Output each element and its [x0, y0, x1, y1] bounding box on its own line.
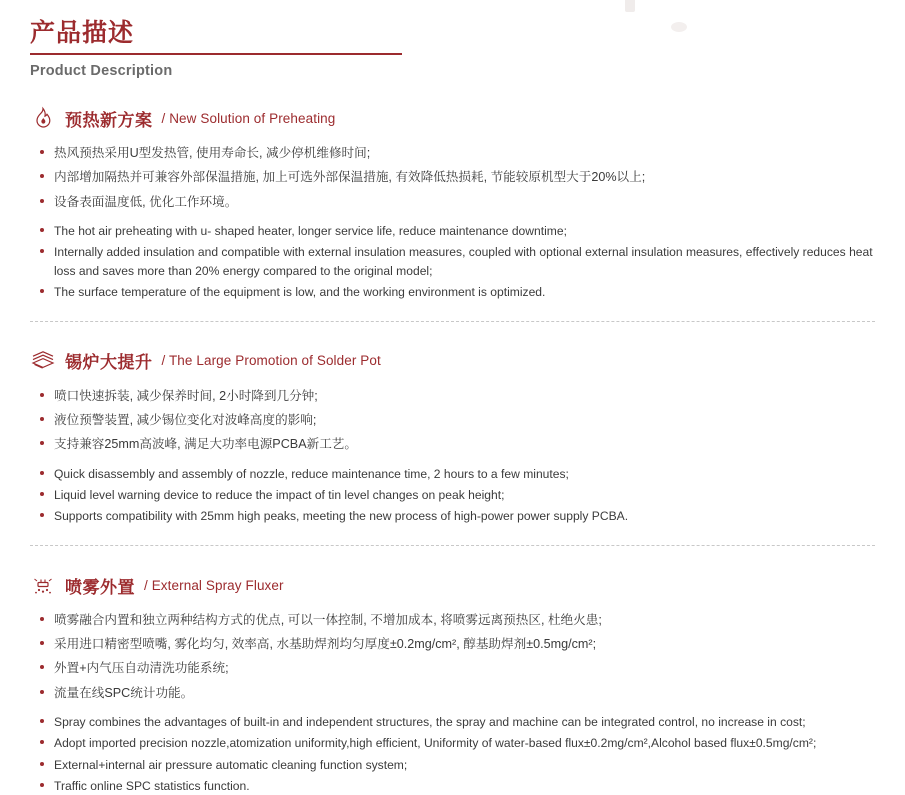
list-item: The hot air preheating with u- shaped heater, longer service life, reduce maintenance downtime;	[40, 222, 877, 240]
section-en-list	[30, 713, 877, 795]
spray-nozzle-icon	[30, 572, 56, 598]
flame-icon	[30, 105, 56, 131]
title-underline	[30, 53, 402, 55]
page-title-cn: 产品描述	[30, 19, 135, 47]
section-en-list	[30, 222, 877, 301]
section-title-en: / The Large Promotion of Solder Pot	[161, 353, 381, 369]
section-cn-list	[30, 610, 877, 704]
list-item: Adopt imported precision nozzle,atomization uniformity,high efficient, Uniformity of water-based flux±0.2mg/cm²,Alcohol based flux±0.5mg/cm²;	[40, 734, 877, 752]
section-cn-list	[30, 143, 877, 213]
list-item: Liquid level warning device to reduce the impact of tin level changes on peak height;	[40, 486, 877, 504]
section-divider-2	[30, 545, 875, 546]
list-item: Quick disassembly and assembly of nozzle, reduce maintenance time, 2 hours to a few minutes;	[40, 465, 877, 483]
list-item: 液位预警装置, 减少锡位变化对波峰高度的影响;	[40, 410, 877, 432]
section-title-en: / External Spray Fluxer	[144, 577, 284, 593]
list-item: 内部增加隔热并可兼容外部保温措施, 加上可选外部保温措施, 有效降低热损耗, 节能较原机型大于20%以上;	[40, 167, 877, 189]
section-title-cn: 喷雾外置	[65, 577, 135, 597]
list-item: 外置+内气压自动清洗功能系统;	[40, 658, 877, 680]
list-item: Supports compatibility with 25mm high peaks, meeting the new process of high-power power supply PCBA.	[40, 507, 877, 525]
list-item: External+internal air pressure automatic cleaning function system;	[40, 756, 877, 774]
page-header	[30, 0, 877, 79]
solder-pot-icon	[30, 348, 56, 374]
section-title-cn: 预热新方案	[65, 110, 153, 130]
list-item: 喷雾融合内置和独立两种结构方式的优点, 可以一体控制, 不增加成本, 将喷雾远离预热区, 杜绝火患;	[40, 610, 877, 632]
section-heading	[30, 572, 877, 598]
list-item: Spray combines the advantages of built-in and independent structures, the spray and machine can be integrated control, no increase in cost;	[40, 713, 877, 731]
section-title-en: / New Solution of Preheating	[161, 110, 336, 126]
list-item: Traffic online SPC statistics function.	[40, 777, 877, 795]
list-item: 支持兼容25mm高波峰, 满足大功率电源PCBA新工艺。	[40, 434, 877, 456]
list-item: Internally added insulation and compatible with external insulation measures, coupled with optional external insulation measures, effectively reduces heat loss and saves more than 20% energy compared to the original model;	[40, 243, 877, 279]
list-item: The surface temperature of the equipment is low, and the working environment is optimized.	[40, 283, 877, 301]
list-item: 流量在线SPC统计功能。	[40, 683, 877, 705]
list-item: 采用进口精密型喷嘴, 雾化均匀, 效率高, 水基助焊剂均匀厚度±0.2mg/cm², 醇基助焊剂±0.5mg/cm²;	[40, 634, 877, 656]
list-item: 设备表面温度低, 优化工作环境。	[40, 192, 877, 214]
section-title-cn: 锡炉大提升	[65, 353, 153, 373]
section-preheating	[30, 105, 877, 301]
section-solder-pot	[30, 348, 877, 525]
list-item: 喷口快速拆装, 减少保养时间, 2小时降到几分钟;	[40, 386, 877, 408]
section-heading	[30, 348, 877, 374]
section-heading	[30, 105, 877, 131]
section-en-list	[30, 465, 877, 525]
section-cn-list	[30, 386, 877, 456]
section-spray-fluxer	[30, 572, 877, 795]
section-divider-1	[30, 321, 875, 322]
list-item: 热风预热采用U型发热管, 使用寿命长, 减少停机维修时间;	[40, 143, 877, 165]
page-title-en: Product Description	[30, 63, 173, 80]
